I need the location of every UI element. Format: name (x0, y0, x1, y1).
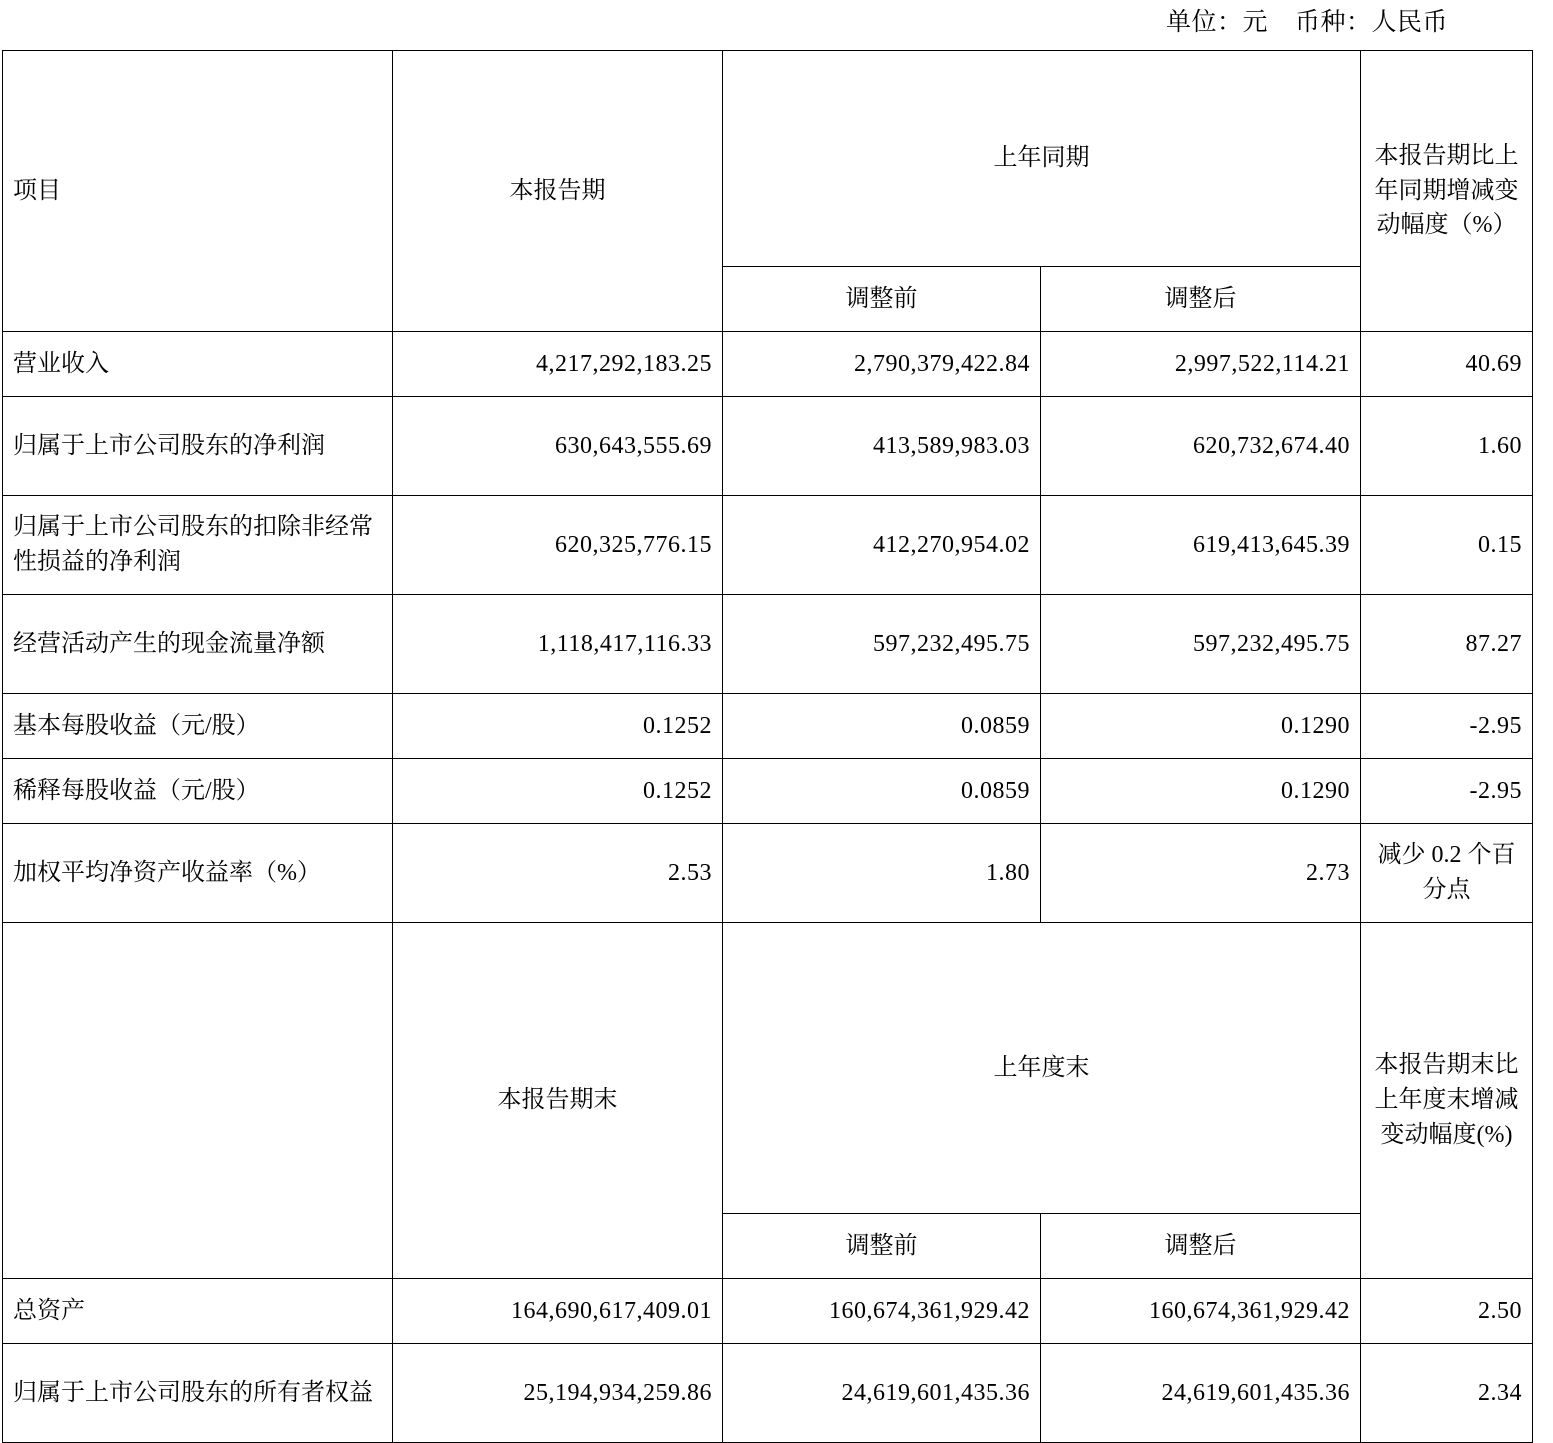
row-label: 加权平均净资产收益率（%） (3, 824, 393, 923)
header-current-period-end: 本报告期末 (393, 923, 723, 1279)
header-item-2 (3, 923, 393, 1279)
header-prior-year-end: 上年度末 (723, 923, 1361, 1214)
header-prior-period: 上年同期 (723, 51, 1361, 267)
cell-before-adjustment: 412,270,954.02 (723, 496, 1041, 595)
cell-current: 0.1252 (393, 694, 723, 759)
table-row (3, 694, 1533, 759)
cell-current: 630,643,555.69 (393, 397, 723, 496)
financial-summary-table (2, 50, 1533, 1443)
cell-after-adjustment: 0.1290 (1041, 759, 1361, 824)
cell-change: -2.95 (1361, 759, 1533, 824)
cell-after-adjustment: 0.1290 (1041, 694, 1361, 759)
row-label: 归属于上市公司股东的净利润 (3, 397, 393, 496)
cell-before-adjustment: 413,589,983.03 (723, 397, 1041, 496)
cell-before-adjustment: 597,232,495.75 (723, 595, 1041, 694)
row-label: 稀释每股收益（元/股） (3, 759, 393, 824)
table-row (3, 759, 1533, 824)
cell-change: -2.95 (1361, 694, 1533, 759)
cell-change: 2.34 (1361, 1344, 1533, 1443)
cell-after-adjustment: 620,732,674.40 (1041, 397, 1361, 496)
subheader-after-adjustment: 调整后 (1041, 267, 1361, 332)
header-item: 项目 (3, 51, 393, 332)
cell-current: 1,118,417,116.33 (393, 595, 723, 694)
cell-after-adjustment: 2.73 (1041, 824, 1361, 923)
cell-change: 减少 0.2 个百分点 (1361, 824, 1533, 923)
cell-after-adjustment: 24,619,601,435.36 (1041, 1344, 1361, 1443)
row-label: 营业收入 (3, 332, 393, 397)
cell-before-adjustment: 1.80 (723, 824, 1041, 923)
cell-before-adjustment: 2,790,379,422.84 (723, 332, 1041, 397)
row-label: 经营活动产生的现金流量净额 (3, 595, 393, 694)
row-label: 总资产 (3, 1279, 393, 1344)
table-row (3, 595, 1533, 694)
row-label: 基本每股收益（元/股） (3, 694, 393, 759)
cell-current: 0.1252 (393, 759, 723, 824)
table-row (3, 397, 1533, 496)
cell-after-adjustment: 597,232,495.75 (1041, 595, 1361, 694)
cell-current: 4,217,292,183.25 (393, 332, 723, 397)
table-row (3, 332, 1533, 397)
cell-before-adjustment: 24,619,601,435.36 (723, 1344, 1041, 1443)
header-change-pct: 本报告期比上年同期增减变动幅度（%） (1361, 51, 1533, 332)
row-label: 归属于上市公司股东的所有者权益 (3, 1344, 393, 1443)
cell-before-adjustment: 160,674,361,929.42 (723, 1279, 1041, 1344)
cell-change: 87.27 (1361, 595, 1533, 694)
subheader-after-adjustment-2: 调整后 (1041, 1214, 1361, 1279)
cell-current: 620,325,776.15 (393, 496, 723, 595)
header-current-period: 本报告期 (393, 51, 723, 332)
cell-change: 2.50 (1361, 1279, 1533, 1344)
table-row (3, 496, 1533, 595)
subheader-before-adjustment: 调整前 (723, 267, 1041, 332)
table-row (3, 824, 1533, 923)
cell-after-adjustment: 2,997,522,114.21 (1041, 332, 1361, 397)
cell-change: 1.60 (1361, 397, 1533, 496)
unit-currency-note: 单位：元 币种：人民币 (1165, 9, 1448, 36)
cell-change: 40.69 (1361, 332, 1533, 397)
cell-current: 25,194,934,259.86 (393, 1344, 723, 1443)
header-change-pct-2: 本报告期末比上年度末增减变动幅度(%) (1361, 923, 1533, 1279)
table-header-row-1 (3, 51, 1533, 267)
table-header-row-2 (3, 923, 1533, 1214)
row-label: 归属于上市公司股东的扣除非经常性损益的净利润 (3, 496, 393, 595)
cell-before-adjustment: 0.0859 (723, 759, 1041, 824)
cell-after-adjustment: 619,413,645.39 (1041, 496, 1361, 595)
subheader-before-adjustment-2: 调整前 (723, 1214, 1041, 1279)
cell-after-adjustment: 160,674,361,929.42 (1041, 1279, 1361, 1344)
cell-current: 164,690,617,409.01 (393, 1279, 723, 1344)
cell-change: 0.15 (1361, 496, 1533, 595)
table-row (3, 1344, 1533, 1443)
cell-current: 2.53 (393, 824, 723, 923)
cell-before-adjustment: 0.0859 (723, 694, 1041, 759)
table-row (3, 1279, 1533, 1344)
